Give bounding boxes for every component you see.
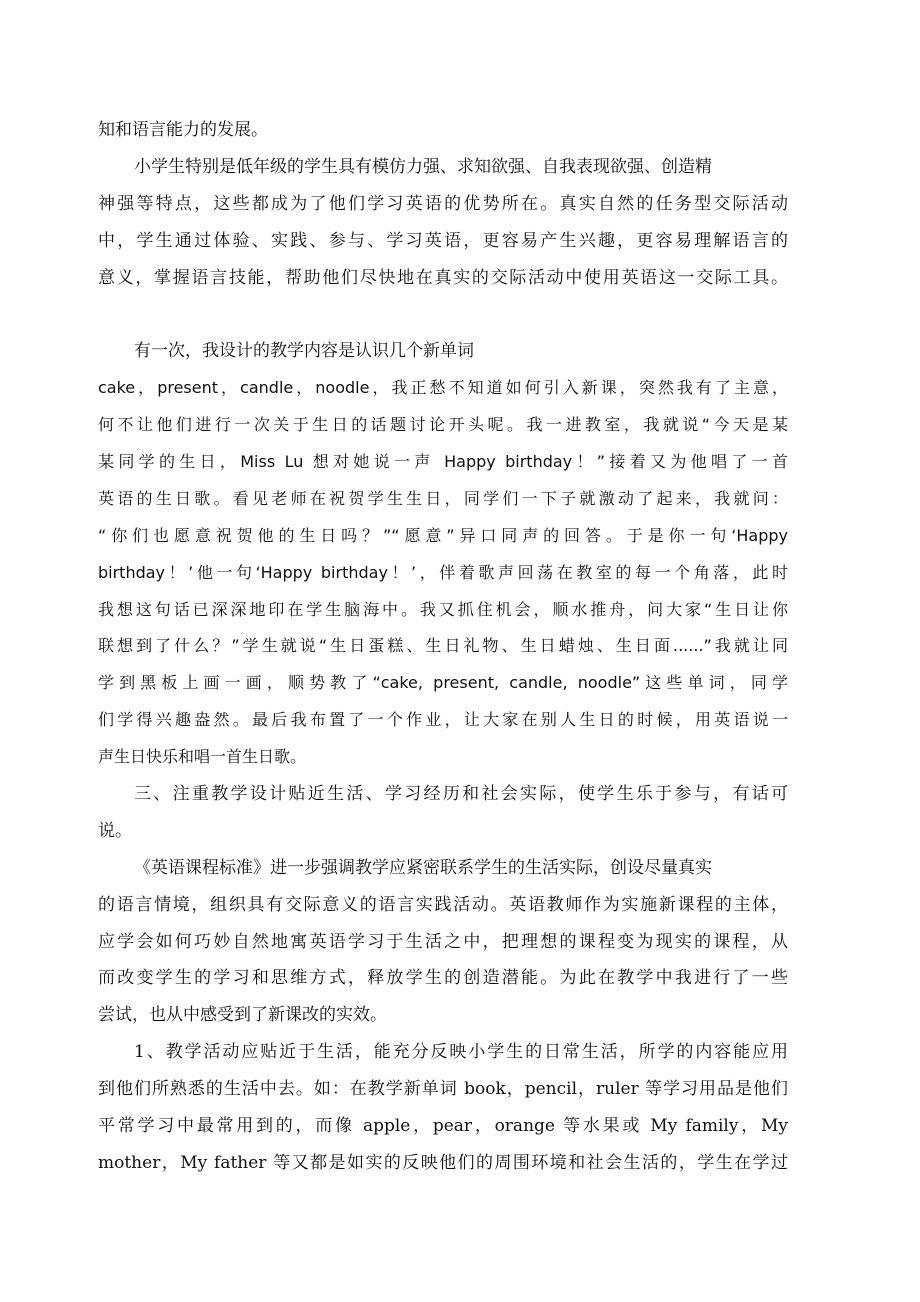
paragraph-line: 应学会如何巧妙自然地寓英语学习于生活之中，把理想的课程变为现实的课程，从 (98, 931, 788, 952)
paragraph-line: 们学得兴趣盎然。最后我布置了一个作业，让大家在别人生日的时候，用英语说一 (98, 710, 788, 730)
section-heading: 三、注重教学设计贴近生活、学习经历和社会实际，使学生乐于参与，有话可 (134, 784, 788, 805)
paragraph-line: 到他们所熟悉的生活中去。如：在教学新单词 book，pencil，ruler 等学习用品是他们 (98, 1079, 788, 1100)
paragraph-line: mother，My father 等又都是如实的反映他们的周围环境和社会生活的，学生在学过 (98, 1152, 788, 1173)
paragraph-line: 神强等特点，这些都成为了他们学习英语的优势所在。真实自然的任务型交际活动 (98, 193, 788, 214)
paragraph-line: 平常学习中最常用到的，而像 apple，pear，orange 等水果或 My family，My (98, 1116, 788, 1137)
paragraph-line: cake，present，candle，noodle，我正愁不知道如何引入新课，突然我有了主意， (98, 378, 788, 398)
paragraph-line: 英语的生日歌。看见老师在祝贺学生生日，同学们一下子就激动了起来，我就问： (98, 488, 788, 508)
paragraph-line: 1、教学活动应贴近于生活，能充分反映小学生的日常生活，所学的内容能应用 (134, 1042, 788, 1063)
paragraph-line: 《英语课程标准》进一步强调教学应紧密联系学生的生活实际，创设尽量真实 (134, 857, 712, 878)
paragraph-line: 而改变学生的学习和思维方式，释放学生的创造潜能。为此在教学中我进行了一些 (98, 968, 788, 989)
paragraph-line: 有一次，我设计的教学内容是认识几个新单词 (134, 341, 474, 362)
paragraph-line: birthday！’他一句‘Happy birthday！’，伴着歌声回荡在教室的每一个角落，此时 (98, 562, 788, 582)
paragraph-line: 声生日快乐和唱一首生日歌。 (98, 747, 307, 767)
paragraph-line: 尝试，也从中感受到了新课改的实效。 (98, 1005, 387, 1026)
paragraph-line: 知和语言能力的发展。 (98, 120, 268, 140)
paragraph-line: 说。 (98, 820, 132, 841)
paragraph-line: 中，学生通过体验、实践、参与、学习英语，更容易产生兴趣，更容易理解语言的 (98, 230, 788, 251)
paragraph-line: 联想到了什么？”学生就说“生日蛋糕、生日礼物、生日蜡烛、生日面......”我就让同 (98, 636, 788, 656)
paragraph-line: 学到黑板上画一画，顺势教了“cake, present, candle, noodle”这些单词，同学 (98, 673, 788, 693)
paragraph-line: 的语言情境，组织具有交际意义的语言实践活动。英语教师作为实施新课程的主体， (98, 894, 788, 915)
blank-line (98, 296, 788, 333)
paragraph-line: 小学生特别是低年级的学生具有模仿力强、求知欲强、自我表现欲强、创造精 (134, 156, 712, 177)
paragraph-line: 意义，掌握语言技能，帮助他们尽快地在真实的交际活动中使用英语这一交际工具。 (98, 267, 788, 288)
paragraph-line: 何不让他们进行一次关于生日的话题讨论开头呢。我一进教室，我就说“今天是某 (98, 415, 788, 435)
paragraph-line: 我想这句话已深深地印在学生脑海中。我又抓住机会，顺水推舟，问大家“生日让你 (98, 599, 788, 619)
paragraph-line: “你们也愿意祝贺他的生日吗？”“愿意”异口同声的回答。于是你一句‘Happy (98, 525, 788, 545)
document-page (98, 112, 788, 1182)
paragraph-line: 某同学的生日，Miss Lu 想对她说一声 Happy birthday！”接着又为他唱了一首 (98, 452, 788, 472)
